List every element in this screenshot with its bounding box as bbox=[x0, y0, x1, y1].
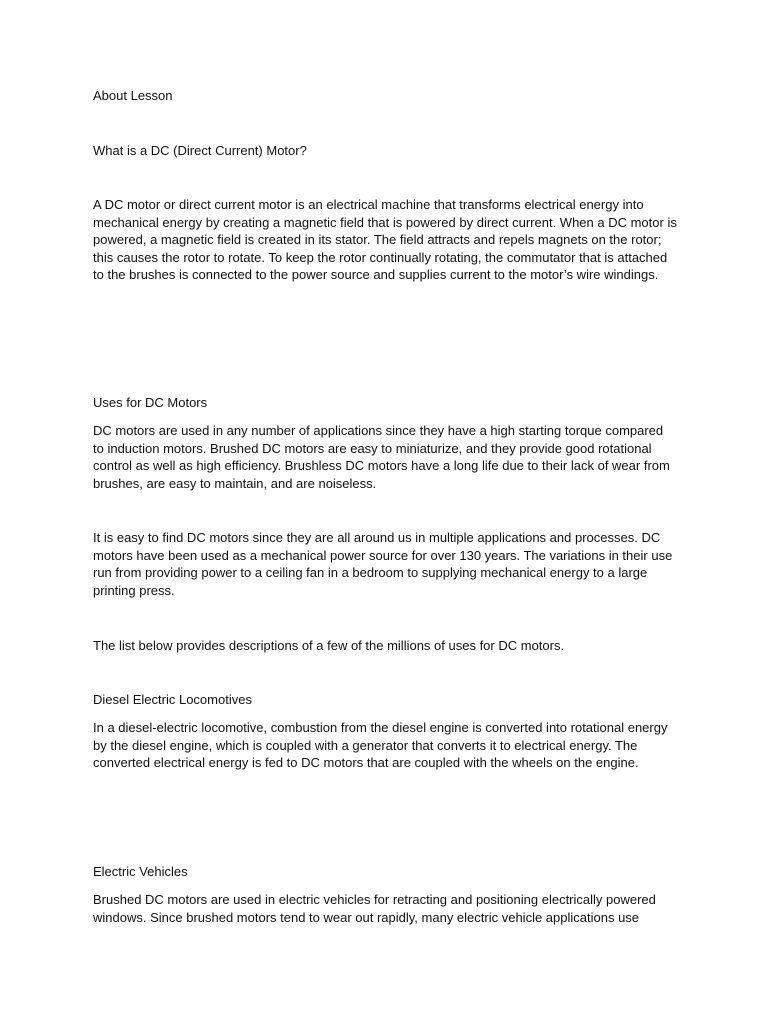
diesel-locomotives-paragraph: In a diesel-electric locomotive, combustion from the diesel engine is converted into rotational energy by the diesel engine, which is coupled with a generator that converts it to electrical energy. The converted electrical energy is fed to DC motors that are coupled with the wheels on the engine. bbox=[93, 720, 668, 770]
section-heading-diesel-locomotives: Diesel Electric Locomotives bbox=[93, 692, 252, 707]
section-heading-dc-motor: What is a DC (Direct Current) Motor? bbox=[93, 143, 307, 158]
uses-paragraph-2: It is easy to find DC motors since they are all around us in multiple applications and processes. DC motors have been used as a mechanical power source for over 130 years. The variations in their use run from providing power to a ceiling fan in a bedroom to supplying mechanical energy to a large printing press. bbox=[93, 530, 673, 598]
electric-vehicles-paragraph: Brushed DC motors are used in electric vehicles for retracting and positioning electrically powered windows. Since brushed motors tend to wear out rapidly, many electric vehicle applications use bbox=[93, 892, 656, 925]
uses-paragraph-1: DC motors are used in any number of applications since they have a high starting torque compared to induction motors. Brushed DC motors are easy to miniaturize, and they provide good rotational control as well as high efficiency. Brushless DC motors have a long life due to their lack of wear from brushes, are easy to maintain, and are noiseless. bbox=[93, 423, 670, 491]
section-heading-uses: Uses for DC Motors bbox=[93, 395, 208, 410]
section-heading-electric-vehicles: Electric Vehicles bbox=[93, 864, 188, 879]
uses-paragraph-3: The list below provides descriptions of a few of the millions of uses for DC motors. bbox=[93, 638, 565, 653]
dc-motor-paragraph: A DC motor or direct current motor is an electrical machine that transforms electrical energy into mechanical energy by creating a magnetic field that is powered by direct current. When a DC motor is powered, a magnetic field is created in its stator. The field attracts and repels magnets on the rotor; this causes the rotor to rotate. To keep the rotor continually rotating, the commutator that is attached to the brushes is connected to the power source and supplies current to the motor’s wire windings. bbox=[93, 197, 677, 282]
document-title: About Lesson bbox=[93, 88, 173, 103]
